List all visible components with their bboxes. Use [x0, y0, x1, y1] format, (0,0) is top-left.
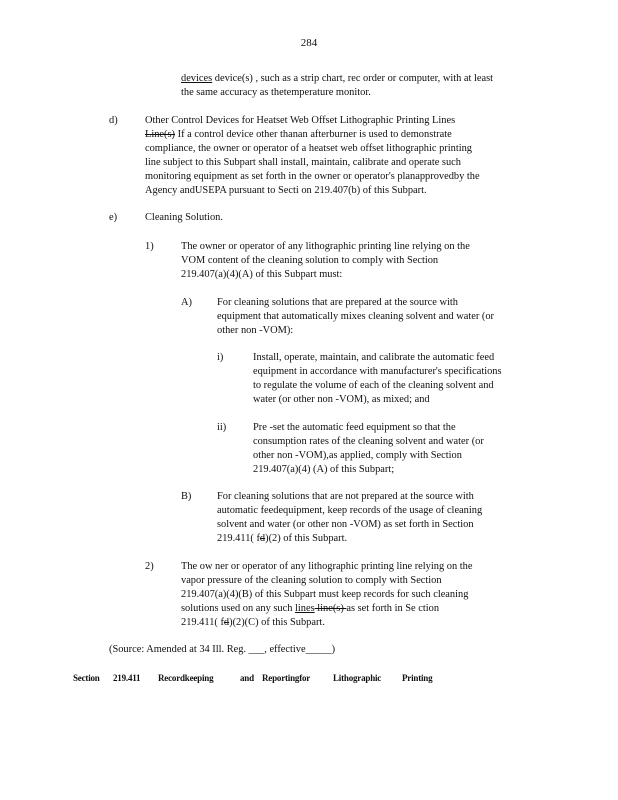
- source-note: [109, 643, 335, 657]
- text-line: to regulate the volume of each of the cleaning solvent and: [253, 379, 494, 391]
- text-line: 219.407(a)(4)(A) of this Subpart must:: [181, 268, 343, 280]
- text-line: 219.407(a)(4)(B) of this Subpart must keep records for such cleaning: [181, 588, 469, 600]
- item-label-B: B): [181, 491, 192, 502]
- text-line: automatic feedequipment, keep records of the usage of cleaning: [217, 504, 483, 516]
- footer-word: Printing: [402, 673, 433, 683]
- inserted-text: lines: [295, 602, 315, 614]
- text-line: For cleaning solutions that are not prepared at the source with: [217, 491, 474, 502]
- paragraph-1: [181, 240, 470, 282]
- text-line: 219.411( fd)(2) of this Subpart.: [217, 532, 348, 544]
- item-label-ii: ii): [217, 422, 227, 433]
- deleted-text: d: [259, 532, 266, 544]
- text-line: For cleaning solutions that are prepared at the source with: [217, 297, 458, 308]
- text-line: Line(s) If a control device other thanan afterburner is used to demonstrate: [145, 128, 452, 140]
- source-text: (Source: Amended at 34 Ill. Reg. ___, effective_____): [109, 644, 336, 655]
- paragraph-2: [181, 560, 472, 630]
- intro-line: devices device(s) , such as a strip chart, rec order or computer, with at least: [181, 73, 494, 84]
- item-label-1: 1): [145, 241, 154, 252]
- item-label-A: A): [181, 297, 192, 308]
- footer-word: and: [240, 673, 254, 683]
- inserted-text: devices: [181, 73, 213, 84]
- text-line: other non -VOM),as applied, comply with Section: [253, 449, 462, 461]
- text-line: Install, operate, maintain, and calibrate the automatic feed: [253, 352, 495, 363]
- heading-e: [145, 211, 223, 225]
- text-line: solutions used on any such lines line(s) as set forth in Se ction: [181, 602, 440, 614]
- paragraph-d: [145, 114, 480, 197]
- text-line: Pre -set the automatic feed equipment so that the: [253, 422, 456, 433]
- item-label-e: e): [109, 212, 118, 223]
- paragraph-i: [253, 351, 502, 407]
- text-line: solvent and water (or other non -VOM) as set forth in Section: [217, 518, 474, 530]
- paragraph-ii: [253, 421, 484, 477]
- text-line: consumption rates of the cleaning solvent and water (or: [253, 435, 484, 447]
- text-line: The owner or operator of any lithographic printing line relying on the: [181, 241, 470, 252]
- text-line: Agency andUSEPA pursuant to Secti on 219.407(b) of this Subpart.: [145, 184, 427, 196]
- text-line: VOM content of the cleaning solution to comply with Section: [181, 254, 439, 266]
- footer-word: Recordkeeping: [158, 673, 214, 683]
- text-line: other non -VOM):: [217, 324, 294, 336]
- paragraph-A: [217, 296, 494, 338]
- item-label-i: i): [217, 352, 224, 363]
- footer-section-word: Section: [73, 673, 100, 683]
- intro-paragraph: [181, 72, 493, 100]
- paragraph-B: [217, 490, 482, 546]
- footer-word: Reportingfor: [262, 673, 311, 683]
- deleted-text: line(s): [314, 602, 347, 614]
- page-number: 284: [300, 37, 318, 49]
- text-line: The ow ner or operator of any lithographic printing line relying on the: [181, 561, 473, 572]
- text-line: equipment that automatically mixes cleaning solvent and water (or: [217, 310, 494, 322]
- text-line: equipment in accordance with manufacturer's specifications: [253, 365, 502, 377]
- text-line: Other Control Devices for Heatset Web Offset Lithographic Printing Lines: [145, 115, 456, 126]
- text-line: 219.407(a)(4) (A) of this Subpart;: [253, 463, 395, 475]
- section-heading: Cleaning Solution.: [145, 212, 223, 223]
- text-line: line subject to this Subpart shall install, maintain, calibrate and operate such: [145, 156, 461, 168]
- deleted-text: d: [223, 616, 230, 628]
- deleted-text: Line(s): [145, 128, 176, 140]
- text-line: water (or other non -VOM), as mixed; and: [253, 393, 430, 405]
- text-line: vapor pressure of the cleaning solution to comply with Section: [181, 574, 442, 586]
- intro-line: the same accuracy as thetemperature monitor.: [181, 86, 371, 98]
- text-line: compliance, the owner or operator of a heatset web offset lithographic printing: [145, 142, 473, 154]
- footer-word: Lithographic: [333, 673, 382, 683]
- footer-section-number: 219.411: [113, 673, 141, 683]
- text-line: monitoring equipment as set forth in the owner or operator's planapprovedby the: [145, 170, 480, 182]
- item-label-d: d): [109, 115, 118, 126]
- item-label-2: 2): [145, 561, 154, 572]
- text-line: 219.411( fd)(2)(C) of this Subpart.: [181, 616, 325, 628]
